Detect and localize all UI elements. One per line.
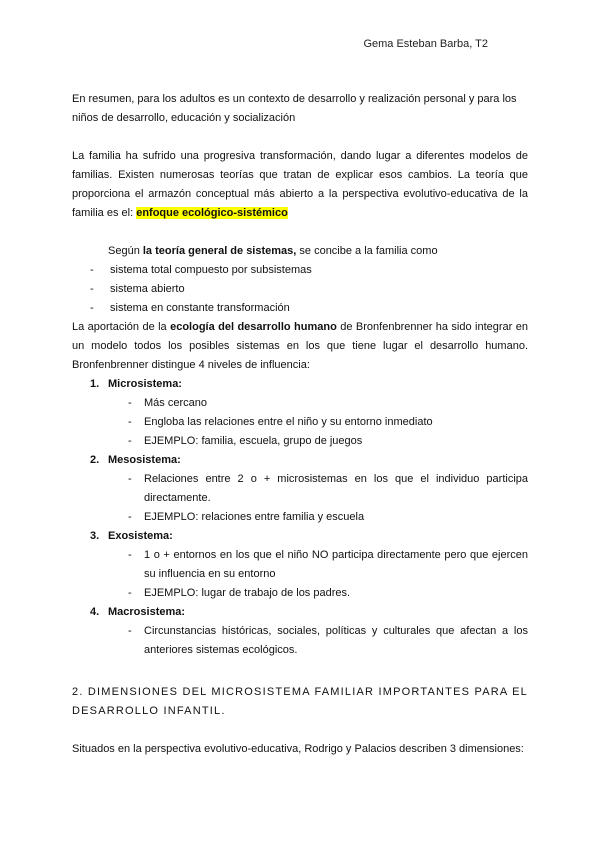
summary-paragraph: En resumen, para los adultos es un contexto de desarrollo y realización personal y para los niños de desarrollo, educación y socialización [72, 93, 517, 124]
level-sub-list [72, 470, 528, 527]
level-item [72, 451, 528, 470]
family-paragraph [72, 147, 528, 223]
levels-list [72, 375, 528, 660]
list-item: - Engloba las relaciones entre el niño y su entorno inmediato [72, 413, 528, 432]
family-paragraph-text: La familia ha sufrido una progresiva transformación, dando lugar a diferentes modelos de familias. Existen numerosas teorías que tratan de explicar esos cambios. La teoría que proporciona el armazón conceptual más abierto a la perspectiva evolutivo-educativa de la familia es el: [72, 150, 528, 219]
systems-theory-section [72, 242, 528, 318]
systems-theory-bold: la teoría general de sistemas, [142, 245, 297, 257]
ecology-before: La aportación de la [72, 321, 171, 333]
highlight-ecological-approach: enfoque ecológico-sistémico [136, 207, 288, 219]
ecology-after: de Bronfenbrenner ha sido integrar en un modelo todos los posibles sistemas en los que tiene lugar el desarrollo humano. Bronfenbrenner distingue 4 niveles de influencia: [72, 321, 528, 371]
level-title: Macrosistema: [108, 606, 186, 618]
systems-intro-before: Según [108, 245, 143, 257]
list-item: - sistema total compuesto por subsistemas [72, 261, 528, 280]
level-item [72, 527, 528, 546]
dimensions-paragraph: Situados en la perspectiva evolutivo-educativa, Rodrigo y Palacios describen 3 dimensiones: [72, 743, 524, 755]
level-number: 4. [90, 606, 100, 618]
level-title: Microsistema: [108, 378, 182, 390]
systems-intro-after: se concibe a la familia como [296, 245, 438, 257]
systems-theory-intro [72, 242, 528, 261]
list-item: - sistema en constante transformación [72, 299, 528, 318]
list-item: - EJEMPLO: lugar de trabajo de los padres. [72, 584, 528, 603]
level-sub-list [72, 394, 528, 451]
list-item: - Más cercano [72, 394, 528, 413]
level-title: Mesosistema: [108, 454, 181, 466]
level-title: Exosistema: [108, 530, 173, 542]
level-sub-list [72, 546, 528, 603]
page-header-author: Gema Esteban Barba, T2 [363, 38, 488, 50]
systems-list [72, 261, 528, 318]
section-2-heading: 2. DIMENSIONES DEL MICROSISTEMA FAMILIAR IMPORTANTES PARA EL DESARROLLO INFANTIL. [72, 686, 528, 717]
ecology-paragraph [72, 318, 528, 375]
list-item: - EJEMPLO: familia, escuela, grupo de juegos [72, 432, 528, 451]
list-item: - 1 o + entornos en los que el niño NO participa directamente pero que ejercen su influencia en su entorno [72, 546, 528, 584]
level-number: 3. [90, 530, 100, 542]
level-number: 1. [90, 378, 100, 390]
level-item [72, 603, 528, 622]
list-item: - Circunstancias históricas, sociales, políticas y culturales que afectan a los anteriores sistemas ecológicos. [72, 622, 528, 660]
ecology-bold: ecología del desarrollo humano [170, 321, 337, 333]
level-sub-list [72, 622, 528, 660]
level-number: 2. [90, 454, 100, 466]
level-item [72, 375, 528, 394]
list-item: - EJEMPLO: relaciones entre familia y escuela [72, 508, 528, 527]
list-item: - sistema abierto [72, 280, 528, 299]
list-item: - Relaciones entre 2 o + microsistemas en los que el individuo participa directamente. [72, 470, 528, 508]
